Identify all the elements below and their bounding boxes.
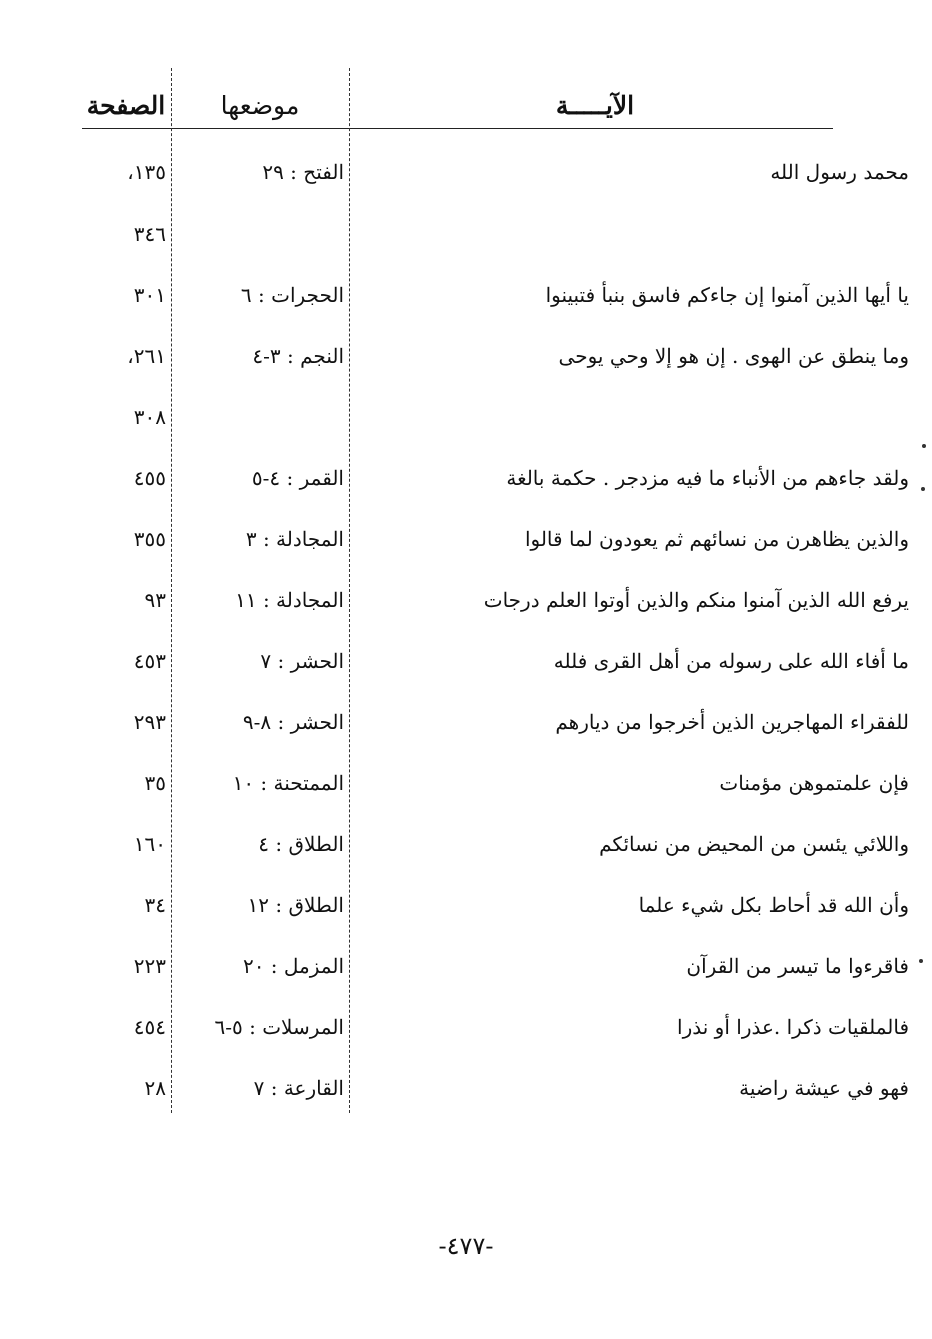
- page-cell: ٣٥٥: [133, 527, 166, 551]
- margin-speck: [919, 959, 923, 963]
- location-cell: [178, 212, 344, 256]
- location-cell: الفتح : ٢٩: [262, 160, 344, 184]
- page-number: -٤٧٧-: [438, 1232, 494, 1260]
- page-cell: ٣٠٨: [133, 405, 166, 429]
- page-cell: ٣٤: [144, 893, 166, 917]
- ayah-cell: يا أيها الذين آمنوا إن جاءكم فاسق بنبأ فتبينوا: [545, 283, 909, 307]
- table-row: [82, 150, 909, 194]
- page-cell: ١٣٥،: [127, 160, 166, 184]
- page-cell: ٢٢٣: [133, 954, 166, 978]
- ayah-cell: والذين يظاهرن من نسائهم ثم يعودون لما قالوا: [524, 527, 909, 551]
- location-cell: الحجرات : ٦: [240, 283, 344, 307]
- location-cell: القارعة : ٧: [253, 1076, 344, 1100]
- table-row: [82, 822, 909, 866]
- location-cell: [178, 395, 344, 439]
- table-row: [82, 700, 909, 744]
- location-cell: الطلاق : ٤: [258, 832, 344, 856]
- page-cell: ٣٠١: [133, 283, 166, 307]
- ayah-cell: فإن علمتموهن مؤمنات: [719, 771, 909, 795]
- ayah-cell: فهو في عيشة راضية: [739, 1076, 909, 1100]
- location-cell: المجادلة : ٣: [245, 527, 344, 551]
- table-row: [82, 273, 909, 317]
- location-cell: الحشر : ٧: [260, 649, 344, 673]
- ayah-cell: محمد رسول الله: [770, 160, 909, 184]
- table-row: [82, 456, 909, 500]
- table-row: [82, 517, 909, 561]
- ayah-cell: [354, 395, 909, 439]
- margin-speck: [922, 444, 926, 448]
- table-row: [82, 761, 909, 805]
- ayah-cell: وما ينطق عن الهوى . إن هو إلا وحي يوحى: [558, 344, 909, 368]
- ayah-cell: فالملقيات ذكرا .عذرا أو نذرا: [677, 1015, 909, 1039]
- page-cell: ٣٤٦: [133, 222, 166, 246]
- ayah-cell: ما أفاء الله على رسوله من أهل القرى فلله: [553, 649, 909, 673]
- table-row: [82, 1066, 909, 1110]
- location-cell: المزمل : ٢٠: [242, 954, 344, 978]
- ayah-cell: للفقراء المهاجرين الذين أخرجوا من ديارهم: [555, 710, 909, 734]
- table-row: [82, 334, 909, 378]
- location-cell: القمر : ٤-٥: [251, 466, 344, 490]
- location-cell: المرسلات : ٥-٦: [214, 1015, 344, 1039]
- location-cell: الحشر : ٨-٩: [242, 710, 344, 734]
- page-cell: ٣٥: [144, 771, 166, 795]
- location-cell: الطلاق : ١٢: [247, 893, 344, 917]
- location-cell: الممتحنة : ١٠: [232, 771, 344, 795]
- margin-speck: [921, 487, 925, 491]
- page-cell: ٢٦١،: [127, 344, 166, 368]
- table-row: [82, 944, 909, 988]
- column-header-location: موضعها: [220, 91, 300, 120]
- page-cell: ٤٥٣: [133, 649, 166, 673]
- page-cell: ٤٥٤: [133, 1015, 166, 1039]
- page-cell: ٩٣: [144, 588, 166, 612]
- column-header-ayah: الآيـــــة: [555, 91, 635, 120]
- table-row: [82, 578, 909, 622]
- table-row: [82, 212, 833, 256]
- page-cell: ٤٥٥: [133, 466, 166, 490]
- ayah-cell: يرفع الله الذين آمنوا منكم والذين أوتوا العلم درجات: [483, 588, 909, 612]
- table-row: [82, 883, 909, 927]
- ayah-cell: [354, 212, 909, 256]
- table-row: [82, 1005, 909, 1049]
- ayah-cell: ولقد جاءهم من الأنباء ما فيه مزدجر . حكمة بالغة: [506, 466, 909, 490]
- page-cell: ٢٨: [144, 1076, 166, 1100]
- location-cell: المجادلة : ١١: [235, 588, 344, 612]
- ayah-cell: واللائي يئسن من المحيض من نسائكم: [599, 832, 909, 856]
- ayah-cell: وأن الله قد أحاط بكل شيء علما: [638, 893, 909, 917]
- column-header-page: الصفحة: [86, 91, 166, 120]
- location-cell: النجم : ٣-٤: [252, 344, 344, 368]
- page-cell: ١٦٠: [133, 832, 166, 856]
- table-row: [82, 639, 909, 683]
- page-cell: ٢٩٣: [133, 710, 166, 734]
- ayah-cell: فاقرءوا ما تيسر من القرآن: [686, 954, 909, 978]
- table-row: [82, 395, 833, 439]
- header-rule: [82, 128, 833, 129]
